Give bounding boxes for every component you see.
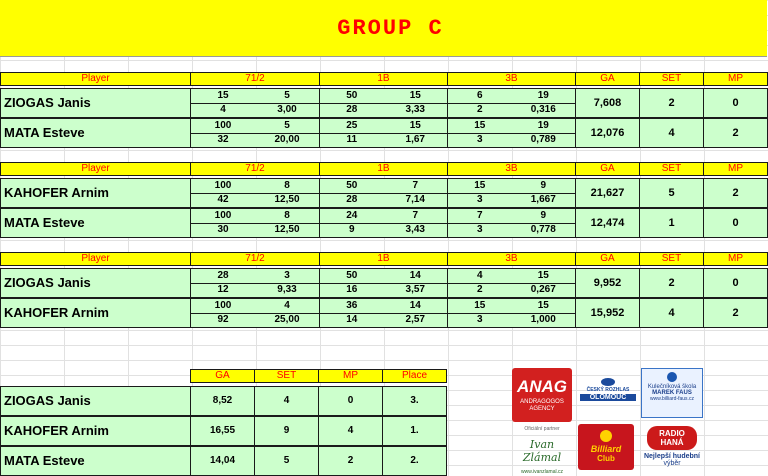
discipline-d71 (190, 298, 320, 328)
summary-set-value: 5 (254, 446, 319, 476)
match-table (0, 252, 767, 328)
summary-player-name: KAHOFER Arnim (0, 416, 191, 446)
discipline-d3b (447, 208, 576, 238)
radio-hana-logo (641, 424, 703, 472)
player-name: ZIOGAS Janis (0, 268, 191, 298)
points-value: 100 (214, 120, 232, 131)
innings-value: 14 (409, 270, 421, 281)
points-value: 7 (476, 210, 483, 221)
points-value: 2 (476, 284, 483, 295)
average-value: 3,57 (405, 284, 425, 295)
player-name: MATA Esteve (0, 208, 191, 238)
d1b-bot-values (320, 223, 447, 237)
d1b-top-values (320, 299, 447, 314)
ga-value: 12,474 (575, 208, 640, 238)
summary-mp-value: 0 (318, 386, 383, 416)
ga-value: 15,952 (575, 298, 640, 328)
player-name: KAHOFER Arnim (0, 298, 191, 328)
average-value: 3,43 (405, 224, 425, 235)
header-d1: 71/2 (190, 162, 320, 176)
innings-value: 3 (284, 270, 290, 281)
points-value: 3 (476, 194, 483, 205)
table-header (0, 162, 767, 176)
hana-name: RADIO HANÁ (647, 426, 697, 450)
rozhlas-logo (580, 378, 636, 408)
points-value: 11 (346, 134, 358, 145)
ga-value: 12,076 (575, 118, 640, 148)
d3b-bot-values (448, 223, 575, 237)
average-value: 25,00 (274, 314, 300, 325)
d71-bot-values (191, 193, 319, 207)
ivan-top: Oficiální partner (524, 426, 560, 432)
points-value: 2 (476, 104, 483, 115)
header-d2: 1B (319, 252, 448, 266)
points-value: 100 (214, 210, 232, 221)
discipline-d3b (447, 88, 576, 118)
discipline-d3b (447, 268, 576, 298)
average-value: 2,57 (405, 314, 425, 325)
innings-value: 14 (409, 300, 421, 311)
header-set: SET (639, 162, 704, 176)
faus-icon (667, 372, 677, 382)
rozhlas-line2: OLOMOUC (580, 394, 636, 401)
summary-set-value: 9 (254, 416, 319, 446)
header-player: Player (0, 72, 191, 86)
rozhlas-icon (601, 378, 615, 386)
average-value: 12,50 (274, 194, 300, 205)
innings-value: 8 (284, 180, 290, 191)
points-value: 30 (217, 224, 229, 235)
d3b-top-values (448, 269, 575, 284)
d3b-top-values (448, 299, 575, 314)
d71-bot-values (191, 133, 319, 147)
d1b-top-values (320, 119, 447, 134)
innings-value: 9 (540, 210, 547, 221)
mp-value: 2 (703, 298, 768, 328)
discipline-d1b (319, 88, 448, 118)
ga-value: 9,952 (575, 268, 640, 298)
d71-bot-values (191, 283, 319, 297)
innings-value: 15 (537, 300, 549, 311)
header-ga: GA (575, 162, 640, 176)
points-value: 36 (346, 300, 358, 311)
anag-logo-name: ANAG (516, 377, 568, 396)
d71-bot-values (191, 103, 319, 117)
summary-header-place: Place (382, 369, 447, 383)
d3b-bot-values (448, 283, 575, 297)
set-value: 4 (639, 118, 704, 148)
d71-bot-values (191, 223, 319, 237)
header-player: Player (0, 252, 191, 266)
discipline-d71 (190, 118, 320, 148)
points-value: 14 (346, 314, 358, 325)
points-value: 15 (474, 180, 486, 191)
anag-logo-sub: ANDRAGOGOS AGENCY (520, 399, 564, 412)
points-value: 15 (474, 120, 486, 131)
d1b-top-values (320, 89, 447, 104)
discipline-d71 (190, 208, 320, 238)
points-value: 9 (348, 224, 355, 235)
rozhlas-line1: ČESKÝ ROZHLAS (586, 387, 630, 393)
billiard-club-logo (578, 424, 634, 470)
discipline-d3b (447, 298, 576, 328)
mp-value: 2 (703, 178, 768, 208)
mp-value: 0 (703, 268, 768, 298)
average-value: 1,67 (405, 134, 425, 145)
d3b-bot-values (448, 313, 575, 327)
player-row (0, 268, 767, 298)
ivan-zlamal-logo (511, 426, 573, 475)
discipline-d71 (190, 178, 320, 208)
points-value: 32 (217, 134, 229, 145)
player-name: KAHOFER Arnim (0, 178, 191, 208)
table-header (0, 252, 767, 266)
average-value: 1,000 (530, 314, 556, 325)
average-value: 0,778 (530, 224, 556, 235)
points-value: 50 (346, 90, 358, 101)
faus-line2: MAREK FAUS (652, 390, 692, 396)
points-value: 28 (346, 194, 358, 205)
summary-place-value: 3. (382, 386, 447, 416)
match-table (0, 162, 767, 238)
points-value: 4 (220, 104, 226, 115)
points-value: 92 (217, 314, 229, 325)
points-value: 16 (346, 284, 358, 295)
innings-value: 9 (540, 180, 547, 191)
d1b-top-values (320, 179, 447, 194)
summary-header-ga: GA (190, 369, 255, 383)
header-mp: MP (703, 162, 768, 176)
innings-value: 15 (409, 90, 421, 101)
summary-set-value: 4 (254, 386, 319, 416)
summary-ga-value: 14,04 (190, 446, 255, 476)
summary-place-value: 1. (382, 416, 447, 446)
d71-top-values (191, 89, 319, 104)
player-row (0, 88, 767, 118)
ga-value: 21,627 (575, 178, 640, 208)
d1b-bot-values (320, 283, 447, 297)
header-player: Player (0, 162, 191, 176)
points-value: 100 (214, 300, 232, 311)
summary-mp-value: 2 (318, 446, 383, 476)
summary-player-name: ZIOGAS Janis (0, 386, 191, 416)
summary-header-set: SET (254, 369, 319, 383)
ga-value: 7,608 (575, 88, 640, 118)
d71-bot-values (191, 313, 319, 327)
faus-logo (641, 368, 703, 418)
points-value: 4 (476, 270, 483, 281)
header-mp: MP (703, 252, 768, 266)
innings-value: 19 (537, 120, 549, 131)
d1b-top-values (320, 209, 447, 224)
set-value: 5 (639, 178, 704, 208)
points-value: 12 (217, 284, 229, 295)
header-d1: 71/2 (190, 252, 320, 266)
mp-value: 0 (703, 88, 768, 118)
d3b-top-values (448, 119, 575, 134)
header-d2: 1B (319, 72, 448, 86)
player-row (0, 298, 767, 328)
header-d2: 1B (319, 162, 448, 176)
discipline-d1b (319, 208, 448, 238)
average-value: 0,267 (530, 284, 556, 295)
summary-mp-value: 4 (318, 416, 383, 446)
header-d1: 71/2 (190, 72, 320, 86)
player-row (0, 118, 767, 148)
points-value: 24 (346, 210, 358, 221)
group-title: GROUP C (337, 15, 444, 41)
discipline-d1b (319, 178, 448, 208)
average-value: 0,316 (530, 104, 556, 115)
points-value: 50 (346, 270, 358, 281)
hana-line2: Nejlepší hudební (643, 453, 700, 460)
points-value: 3 (476, 314, 483, 325)
points-value: 15 (474, 300, 486, 311)
summary-header-mp: MP (318, 369, 383, 383)
d3b-top-values (448, 89, 575, 104)
d71-top-values (191, 269, 319, 284)
points-value: 3 (476, 224, 483, 235)
average-value: 7,14 (405, 194, 425, 205)
header-set: SET (639, 252, 704, 266)
points-value: 42 (217, 194, 229, 205)
average-value: 20,00 (274, 134, 300, 145)
points-value: 100 (214, 180, 232, 191)
hana-line3: výběr (663, 460, 681, 467)
points-value: 6 (476, 90, 483, 101)
average-value: 3,33 (405, 104, 425, 115)
d1b-bot-values (320, 103, 447, 117)
d3b-top-values (448, 179, 575, 194)
set-value: 2 (639, 268, 704, 298)
discipline-d3b (447, 178, 576, 208)
player-row (0, 208, 767, 238)
set-value: 4 (639, 298, 704, 328)
average-value: 3,00 (277, 104, 297, 115)
d3b-bot-values (448, 193, 575, 207)
set-value: 2 (639, 88, 704, 118)
points-value: 15 (217, 90, 229, 101)
d1b-bot-values (320, 313, 447, 327)
d71-top-values (191, 119, 319, 134)
points-value: 3 (476, 134, 483, 145)
mp-value: 2 (703, 118, 768, 148)
d3b-bot-values (448, 133, 575, 147)
header-d3: 3B (447, 72, 576, 86)
summary-ga-value: 8,52 (190, 386, 255, 416)
points-value: 28 (346, 104, 358, 115)
points-value: 25 (346, 120, 358, 131)
d1b-top-values (320, 269, 447, 284)
innings-value: 15 (537, 270, 549, 281)
header-d3: 3B (447, 162, 576, 176)
d1b-bot-values (320, 193, 447, 207)
player-name: MATA Esteve (0, 118, 191, 148)
summary-player-name: MATA Esteve (0, 446, 191, 476)
header-set: SET (639, 72, 704, 86)
innings-value: 5 (284, 90, 290, 101)
header-d3: 3B (447, 252, 576, 266)
innings-value: 5 (284, 120, 290, 131)
faus-line3: www.billiard-faus.cz (650, 396, 694, 402)
points-value: 28 (217, 270, 229, 281)
ivan-name: Ivan Zlámal (522, 438, 562, 464)
summary-ga-value: 16,55 (190, 416, 255, 446)
discipline-d71 (190, 268, 320, 298)
average-value: 0,789 (530, 134, 556, 145)
points-value: 50 (346, 180, 358, 191)
club-name: Billiard (590, 444, 622, 454)
d71-top-values (191, 209, 319, 224)
discipline-d1b (319, 298, 448, 328)
innings-value: 7 (412, 180, 419, 191)
player-row (0, 178, 767, 208)
summary-place-value: 2. (382, 446, 447, 476)
d71-top-values (191, 299, 319, 314)
header-ga: GA (575, 252, 640, 266)
average-value: 9,33 (277, 284, 297, 295)
discipline-d71 (190, 88, 320, 118)
discipline-d3b (447, 118, 576, 148)
d71-top-values (191, 179, 319, 194)
discipline-d1b (319, 118, 448, 148)
average-value: 1,667 (530, 194, 556, 205)
table-header (0, 72, 767, 86)
header-ga: GA (575, 72, 640, 86)
average-value: 12,50 (274, 224, 300, 235)
match-table (0, 72, 767, 148)
faus-line1: Kulečníková škola (647, 384, 697, 390)
innings-value: 8 (284, 210, 290, 221)
player-name: ZIOGAS Janis (0, 88, 191, 118)
club-name2: Club (597, 454, 615, 463)
innings-value: 19 (537, 90, 549, 101)
billiard-ball-icon (600, 430, 612, 442)
anag-logo (512, 368, 572, 422)
d1b-bot-values (320, 133, 447, 147)
mp-value: 0 (703, 208, 768, 238)
set-value: 1 (639, 208, 704, 238)
d3b-bot-values (448, 103, 575, 117)
d3b-top-values (448, 209, 575, 224)
header-mp: MP (703, 72, 768, 86)
innings-value: 15 (409, 120, 421, 131)
discipline-d1b (319, 268, 448, 298)
page-title (0, 0, 767, 57)
innings-value: 4 (284, 300, 290, 311)
innings-value: 7 (412, 210, 419, 221)
ivan-url: www.ivanzlamal.cz (521, 469, 563, 475)
